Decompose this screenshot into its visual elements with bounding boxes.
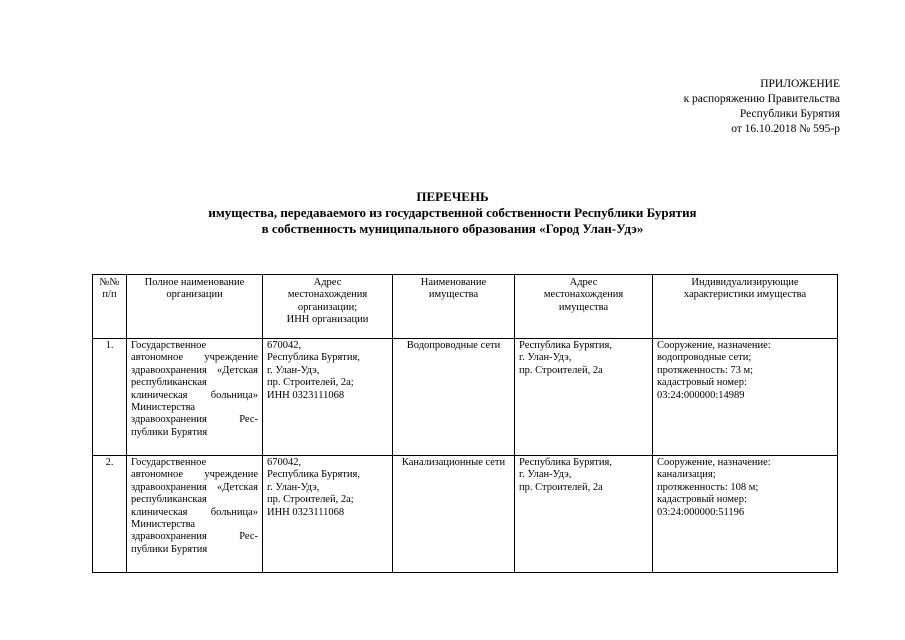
header-property-address-line: имущества	[558, 301, 609, 313]
title-subtitle-line: имущества, передаваемого из государственной собственности Республики Бурятия	[208, 205, 697, 220]
table-row	[93, 339, 838, 456]
header-property-address	[515, 275, 653, 339]
characteristics-line: водопроводные сети;	[657, 352, 752, 364]
org-address-line: г. Улан-Удэ,	[267, 481, 320, 493]
characteristics-cell	[653, 339, 838, 456]
org-name-cell: Государственное автономное учреждение здравоохранения «Детская республиканская клиническая больница» Министерства здравоохранения Республики Бурятия	[127, 456, 263, 573]
table-row	[93, 456, 838, 573]
appendix-header	[684, 77, 840, 137]
property-address-line: Республика Бурятия,	[519, 340, 612, 351]
appendix-date-number: от 16.10.2018 № 595-р	[731, 123, 840, 135]
org-address-line: 670042,	[267, 340, 302, 351]
cadastral-number: 03:24:000000:51196	[657, 506, 745, 518]
characteristics-line: протяженность: 73 м;	[657, 364, 754, 376]
org-address-cell	[263, 339, 393, 456]
org-address-cell	[263, 456, 393, 573]
title-subtitle-line: в собственность муниципального образования «Город Улан-Удэ»	[261, 221, 644, 236]
row-number: 1.	[93, 339, 127, 456]
document-title	[0, 189, 905, 237]
property-table	[92, 274, 838, 573]
characteristics-line: Сооружение, назначение:	[657, 340, 771, 351]
header-org-name: Полное наименование организации	[127, 275, 263, 339]
property-name-cell: Канализационные сети	[393, 456, 515, 573]
header-org-address-line: организации;	[297, 301, 358, 313]
header-characteristics: Индивидуализирующие характеристики имущества	[653, 275, 838, 339]
property-address-line: Республика Бурятия,	[519, 457, 612, 468]
header-property-name: Наименование имущества	[393, 275, 515, 339]
characteristics-line: кадастровый номер:	[657, 377, 747, 389]
header-org-address-line: местонахождения	[287, 289, 368, 301]
header-org-address	[263, 275, 393, 339]
property-address-line: г. Улан-Удэ,	[519, 352, 572, 364]
property-address-line: пр. Строителей, 2а	[519, 364, 603, 376]
header-property-address-line: местонахождения	[543, 289, 624, 301]
org-inn-line: ИНН 0323111068	[267, 506, 345, 518]
org-inn-line: ИНН 0323111068	[267, 389, 345, 401]
title-main: ПЕРЕЧЕНЬ	[416, 189, 489, 204]
org-address-line: Республика Бурятия,	[267, 352, 360, 364]
characteristics-cell	[653, 456, 838, 573]
property-name-cell: Водопроводные сети	[393, 339, 515, 456]
table-header-row	[93, 275, 838, 339]
org-address-line: пр. Строителей, 2а;	[267, 494, 354, 506]
property-address-line: пр. Строителей, 2а	[519, 481, 603, 493]
appendix-line: к распоряжению Правительства	[683, 93, 840, 105]
appendix-title: ПРИЛОЖЕНИЕ	[760, 78, 840, 90]
header-org-address-line: Адрес	[313, 277, 342, 288]
header-num: №№ п/п	[93, 275, 127, 339]
characteristics-line: канализация;	[657, 469, 716, 481]
characteristics-line: кадастровый номер:	[657, 494, 747, 506]
property-address-cell	[515, 339, 653, 456]
characteristics-line: протяженность: 108 м;	[657, 481, 759, 493]
property-address-cell	[515, 456, 653, 573]
org-address-line: пр. Строителей, 2а;	[267, 377, 354, 389]
org-address-line: г. Улан-Удэ,	[267, 364, 320, 376]
org-name-cell: Государственное автономное учреждение здравоохранения «Детская республиканская клиническая больница» Министерства здравоохранения Республики Бурятия	[127, 339, 263, 456]
org-address-line: 670042,	[267, 457, 302, 468]
row-number: 2.	[93, 456, 127, 573]
org-address-line: Республика Бурятия,	[267, 469, 360, 481]
header-property-address-line: Адрес	[569, 277, 598, 288]
characteristics-line: Сооружение, назначение:	[657, 457, 771, 468]
header-org-address-line: ИНН организации	[286, 314, 369, 326]
cadastral-number: 03:24:000000:14989	[657, 389, 745, 401]
property-address-line: г. Улан-Удэ,	[519, 469, 572, 481]
appendix-line: Республики Бурятия	[739, 108, 840, 120]
